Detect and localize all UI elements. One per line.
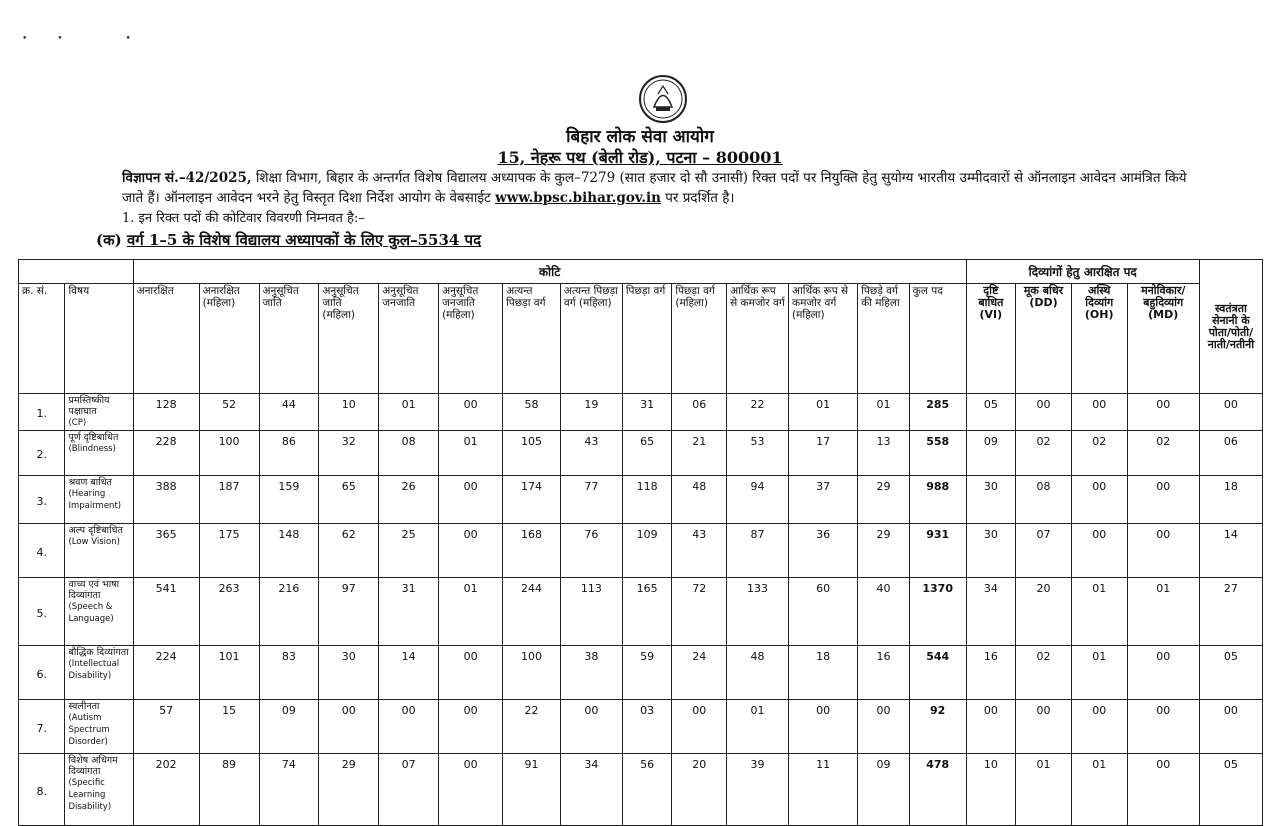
cell-oh: 01 xyxy=(1071,578,1127,646)
cell-sc-f: 97 xyxy=(319,578,379,646)
cell-dd: 01 xyxy=(1016,754,1072,826)
cell-ebc-f: 38 xyxy=(560,646,622,700)
cell-sc: 148 xyxy=(259,524,319,578)
row-sno: 5. xyxy=(19,578,65,646)
cell-sc-f: 30 xyxy=(319,646,379,700)
cell-ff: 05 xyxy=(1199,646,1262,700)
cell-bc-f: 43 xyxy=(672,524,727,578)
table-row xyxy=(19,431,1263,476)
cell-oh: 00 xyxy=(1071,476,1127,524)
cell-bc: 03 xyxy=(622,700,672,754)
cell-total: 92 xyxy=(909,700,966,754)
advertisement-number: विज्ञापन सं.–42/2025, xyxy=(122,170,252,186)
row-subject: बौद्धिक दिव्यांगता (Intellectual Disability) xyxy=(65,646,133,700)
table-row xyxy=(19,476,1263,524)
cell-ews: 94 xyxy=(727,476,789,524)
cell-sc-f: 65 xyxy=(319,476,379,524)
row-sno: 2. xyxy=(19,431,65,476)
cell-total: 988 xyxy=(909,476,966,524)
cell-dd: 07 xyxy=(1016,524,1072,578)
col-vi: दृष्टि बाधित (VI) xyxy=(966,284,1016,394)
advertisement-intro xyxy=(122,168,1212,208)
cell-ff: 06 xyxy=(1199,431,1262,476)
cell-ff: 00 xyxy=(1199,394,1262,431)
cell-bcw: 40 xyxy=(858,578,910,646)
table-row xyxy=(19,754,1263,826)
cell-ews-f: 11 xyxy=(789,754,858,826)
row-subject: वाच्य एवं भाषा दिव्यांगता (Speech & Language) xyxy=(65,578,133,646)
cell-ews-f: 60 xyxy=(789,578,858,646)
cell-sc-f: 32 xyxy=(319,431,379,476)
cell-total: 544 xyxy=(909,646,966,700)
col-ur: अनारक्षित xyxy=(133,284,199,394)
cell-sc: 216 xyxy=(259,578,319,646)
cell-ff: 18 xyxy=(1199,476,1262,524)
cell-ews-f: 37 xyxy=(789,476,858,524)
col-ebc: अत्यन्त पिछड़ा वर्ग xyxy=(503,284,561,394)
row-subject: श्रवण बाधित (Hearing Impairment) xyxy=(65,476,133,524)
col-bc-women: पिछड़े वर्ग की महिला xyxy=(858,284,910,394)
intro-text: शिक्षा विभाग, बिहार के अन्तर्गत विशेष विद्यालय अध्यापक के कुल–7279 (सात हजार दो सौ उनासी) रिक्त पदों पर नियुक्ति हेतु सुयोग्य भारतीय उम्मीदवारों से ऑनलाइन आवेदन आमंत्रित किये जाते हैं। ऑनलाइन आवेदन भरने हेतु विस्तृत दिशा निर्देश आयोग के वेबसाईट xyxy=(122,170,1187,206)
cell-ff: 05 xyxy=(1199,754,1262,826)
cell-ews: 48 xyxy=(727,646,789,700)
cell-ebc: 244 xyxy=(503,578,561,646)
table-row xyxy=(19,578,1263,646)
state-emblem-icon xyxy=(636,74,690,124)
cell-md: 00 xyxy=(1127,700,1199,754)
cell-ews: 39 xyxy=(727,754,789,826)
cell-bc-f: 20 xyxy=(672,754,727,826)
row-subject: पूर्ण दृष्टिबाधित (Blindness) xyxy=(65,431,133,476)
cell-ebc: 105 xyxy=(503,431,561,476)
cell-md: 00 xyxy=(1127,646,1199,700)
cell-ur-f: 100 xyxy=(199,431,259,476)
cell-bcw: 29 xyxy=(858,476,910,524)
cell-ur-f: 89 xyxy=(199,754,259,826)
cell-ff: 00 xyxy=(1199,700,1262,754)
cell-ebc-f: 76 xyxy=(560,524,622,578)
cell-bc-f: 06 xyxy=(672,394,727,431)
cell-bc: 56 xyxy=(622,754,672,826)
cell-total: 285 xyxy=(909,394,966,431)
header-blank xyxy=(19,260,134,284)
cell-ebc: 22 xyxy=(503,700,561,754)
col-total: कुल पद xyxy=(909,284,966,394)
cell-ews-f: 00 xyxy=(789,700,858,754)
cell-st: 26 xyxy=(379,476,439,524)
row-sno: 3. xyxy=(19,476,65,524)
cell-vi: 34 xyxy=(966,578,1016,646)
cell-vi: 10 xyxy=(966,754,1016,826)
cell-bc: 65 xyxy=(622,431,672,476)
col-st-female: अनुसूचित जनजाति (महिला) xyxy=(439,284,503,394)
table-row xyxy=(19,700,1263,754)
col-sc-female: अनुसूचित जाति (महिला) xyxy=(319,284,379,394)
cell-ebc: 91 xyxy=(503,754,561,826)
cell-dd: 02 xyxy=(1016,646,1072,700)
cell-md: 00 xyxy=(1127,524,1199,578)
cell-bcw: 13 xyxy=(858,431,910,476)
cell-ebc: 58 xyxy=(503,394,561,431)
section-heading: (क) वर्ग 1–5 के विशेष विद्यालय अध्यापकों के लिए कुल–5534 पद xyxy=(96,231,482,249)
cell-ebc-f: 19 xyxy=(560,394,622,431)
table-row xyxy=(19,524,1263,578)
cell-ews-f: 36 xyxy=(789,524,858,578)
cell-bcw: 00 xyxy=(858,700,910,754)
cell-vi: 30 xyxy=(966,476,1016,524)
row-subject: विशेष अधिगम दिव्यांगता (Specific Learning Disability) xyxy=(65,754,133,826)
cell-oh: 00 xyxy=(1071,524,1127,578)
cell-ews: 01 xyxy=(727,700,789,754)
cell-total: 558 xyxy=(909,431,966,476)
website-link[interactable]: www.bpsc.bihar.gov.in xyxy=(495,190,661,206)
cell-ur-f: 52 xyxy=(199,394,259,431)
cell-st: 01 xyxy=(379,394,439,431)
cell-bcw: 09 xyxy=(858,754,910,826)
cell-ff: 14 xyxy=(1199,524,1262,578)
table-row xyxy=(19,394,1263,431)
cell-ebc: 168 xyxy=(503,524,561,578)
cell-bc: 31 xyxy=(622,394,672,431)
cell-oh: 00 xyxy=(1071,394,1127,431)
cell-ebc-f: 00 xyxy=(560,700,622,754)
cell-bc: 109 xyxy=(622,524,672,578)
cell-sc-f: 62 xyxy=(319,524,379,578)
cell-ur: 57 xyxy=(133,700,199,754)
cell-bc-f: 48 xyxy=(672,476,727,524)
cell-st-f: 00 xyxy=(439,394,503,431)
cell-ews-f: 18 xyxy=(789,646,858,700)
cell-ur-f: 15 xyxy=(199,700,259,754)
cell-st: 08 xyxy=(379,431,439,476)
cell-ur: 128 xyxy=(133,394,199,431)
col-ur-female: अनारक्षित (महिला) xyxy=(199,284,259,394)
cell-vi: 09 xyxy=(966,431,1016,476)
cell-oh: 01 xyxy=(1071,754,1127,826)
col-ews-female: आर्थिक रूप से कमजोर वर्ग (महिला) xyxy=(789,284,858,394)
cell-ews: 22 xyxy=(727,394,789,431)
cell-md: 02 xyxy=(1127,431,1199,476)
cell-st-f: 00 xyxy=(439,700,503,754)
group-koti: कोटि xyxy=(133,260,966,284)
cell-st: 07 xyxy=(379,754,439,826)
cell-ur: 224 xyxy=(133,646,199,700)
cell-bc: 59 xyxy=(622,646,672,700)
cell-sc-f: 29 xyxy=(319,754,379,826)
cell-total: 931 xyxy=(909,524,966,578)
cell-st-f: 01 xyxy=(439,431,503,476)
col-sno: क्र. सं. xyxy=(19,284,65,394)
cell-bcw: 16 xyxy=(858,646,910,700)
cell-dd: 02 xyxy=(1016,431,1072,476)
table-row xyxy=(19,646,1263,700)
cell-vi: 05 xyxy=(966,394,1016,431)
cell-bc-f: 72 xyxy=(672,578,727,646)
col-bc: पिछड़ा वर्ग xyxy=(622,284,672,394)
cell-bcw: 01 xyxy=(858,394,910,431)
cell-ff: 27 xyxy=(1199,578,1262,646)
cell-st-f: 00 xyxy=(439,476,503,524)
col-sc: अनुसूचित जाति xyxy=(259,284,319,394)
cell-bc-f: 00 xyxy=(672,700,727,754)
cell-vi: 30 xyxy=(966,524,1016,578)
cell-vi: 16 xyxy=(966,646,1016,700)
row-sno: 1. xyxy=(19,394,65,431)
cell-sc: 44 xyxy=(259,394,319,431)
cell-oh: 01 xyxy=(1071,646,1127,700)
cell-dd: 00 xyxy=(1016,700,1072,754)
group-freedom-fighter: स्वतंत्रता सेनानी के पोता/पोती/नाती/नतीनी xyxy=(1199,260,1262,394)
row-sno: 4. xyxy=(19,524,65,578)
corner-marks: •• • xyxy=(22,34,161,44)
row-subject: स्वलीनता (Autism Spectrum Disorder) xyxy=(65,700,133,754)
cell-total: 478 xyxy=(909,754,966,826)
cell-dd: 20 xyxy=(1016,578,1072,646)
group-divyang: दिव्यांगों हेतु आरक्षित पद xyxy=(966,260,1199,284)
row-sno: 6. xyxy=(19,646,65,700)
col-bc-female: पिछड़ा वर्ग (महिला) xyxy=(672,284,727,394)
col-ebc-female: अत्यन्त पिछड़ा वर्ग (महिला) xyxy=(560,284,622,394)
cell-md: 01 xyxy=(1127,578,1199,646)
cell-dd: 08 xyxy=(1016,476,1072,524)
cell-ur: 202 xyxy=(133,754,199,826)
col-subject: विषय xyxy=(65,284,133,394)
cell-ebc: 174 xyxy=(503,476,561,524)
commission-title: बिहार लोक सेवा आयोग xyxy=(566,127,714,147)
cell-ews: 133 xyxy=(727,578,789,646)
col-ews: आर्थिक रूप से कमजोर वर्ग xyxy=(727,284,789,394)
row-sno: 8. xyxy=(19,754,65,826)
category-details-heading: 1. इन रिक्त पदों की कोटिवार विवरणी निम्नवत है:– xyxy=(122,211,365,226)
cell-md: 00 xyxy=(1127,754,1199,826)
cell-bcw: 29 xyxy=(858,524,910,578)
cell-st-f: 00 xyxy=(439,524,503,578)
cell-st: 31 xyxy=(379,578,439,646)
cell-ur: 541 xyxy=(133,578,199,646)
cell-vi: 00 xyxy=(966,700,1016,754)
col-st: अनुसूचित जनजाति xyxy=(379,284,439,394)
cell-st-f: 00 xyxy=(439,646,503,700)
vacancy-table xyxy=(18,259,1263,826)
cell-ebc-f: 77 xyxy=(560,476,622,524)
cell-ews: 87 xyxy=(727,524,789,578)
cell-ews-f: 17 xyxy=(789,431,858,476)
cell-bc-f: 21 xyxy=(672,431,727,476)
cell-sc: 09 xyxy=(259,700,319,754)
cell-ur-f: 263 xyxy=(199,578,259,646)
cell-ebc-f: 113 xyxy=(560,578,622,646)
cell-sc: 83 xyxy=(259,646,319,700)
cell-ur: 365 xyxy=(133,524,199,578)
cell-ur: 228 xyxy=(133,431,199,476)
cell-ews: 53 xyxy=(727,431,789,476)
cell-ebc-f: 43 xyxy=(560,431,622,476)
cell-sc: 159 xyxy=(259,476,319,524)
cell-ur-f: 175 xyxy=(199,524,259,578)
col-dd: मूक बधिर (DD) xyxy=(1016,284,1072,394)
col-md: मनोविकार/ बहुदिव्यांग (MD) xyxy=(1127,284,1199,394)
cell-bc: 118 xyxy=(622,476,672,524)
cell-ews-f: 01 xyxy=(789,394,858,431)
cell-sc: 86 xyxy=(259,431,319,476)
cell-st: 14 xyxy=(379,646,439,700)
cell-oh: 02 xyxy=(1071,431,1127,476)
row-sno: 7. xyxy=(19,700,65,754)
cell-st: 25 xyxy=(379,524,439,578)
cell-ur: 388 xyxy=(133,476,199,524)
cell-st-f: 01 xyxy=(439,578,503,646)
cell-sc: 74 xyxy=(259,754,319,826)
cell-dd: 00 xyxy=(1016,394,1072,431)
cell-bc-f: 24 xyxy=(672,646,727,700)
cell-ur-f: 101 xyxy=(199,646,259,700)
cell-sc-f: 10 xyxy=(319,394,379,431)
col-oh: अस्थि दिव्यांग (OH) xyxy=(1071,284,1127,394)
cell-ebc: 100 xyxy=(503,646,561,700)
cell-md: 00 xyxy=(1127,476,1199,524)
cell-ebc-f: 34 xyxy=(560,754,622,826)
cell-st: 00 xyxy=(379,700,439,754)
row-subject: प्रमस्तिष्कीय पक्षाघात (CP) xyxy=(65,394,133,431)
cell-st-f: 00 xyxy=(439,754,503,826)
cell-total: 1370 xyxy=(909,578,966,646)
cell-ur-f: 187 xyxy=(199,476,259,524)
cell-bc: 165 xyxy=(622,578,672,646)
cell-md: 00 xyxy=(1127,394,1199,431)
row-subject: अल्प दृष्टिबाधित (Low Vision) xyxy=(65,524,133,578)
commission-address: 15, नेहरू पथ (बेली रोड), पटना – 800001 xyxy=(497,148,783,167)
intro-text-end: पर प्रदर्शित है। xyxy=(660,190,735,206)
cell-oh: 00 xyxy=(1071,700,1127,754)
cell-sc-f: 00 xyxy=(319,700,379,754)
